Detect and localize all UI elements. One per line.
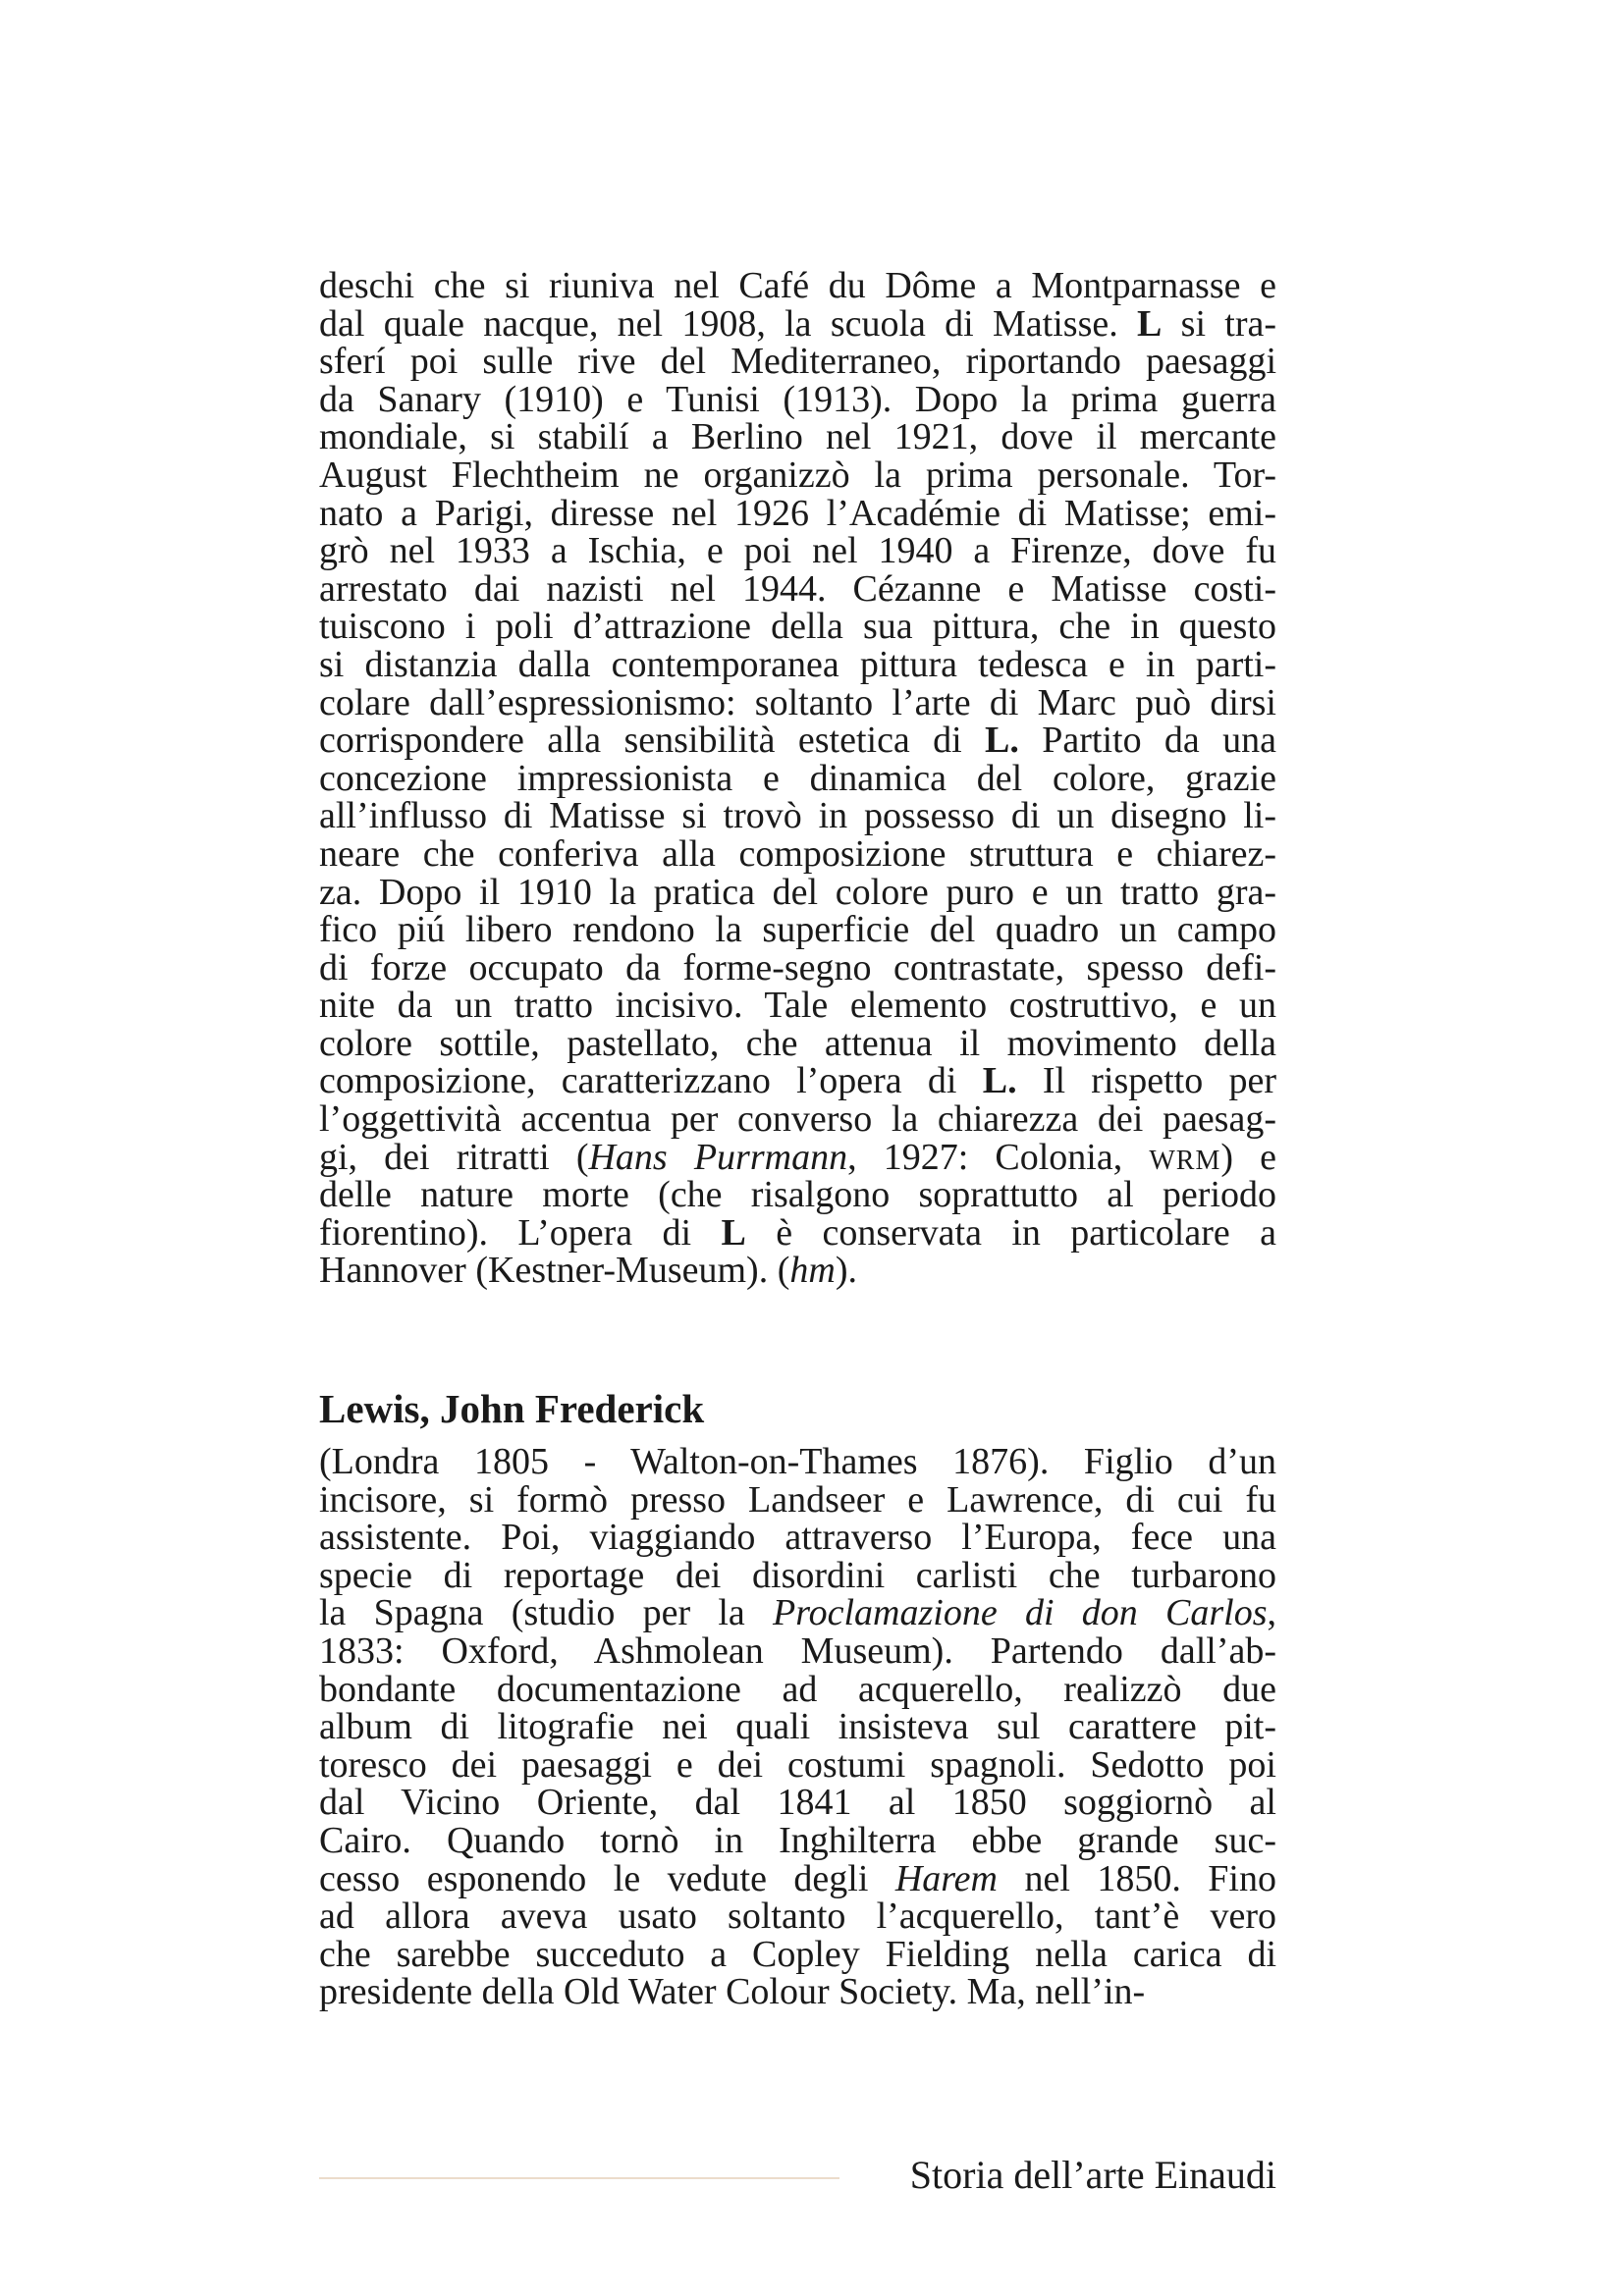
text-line: colare dall’espressionismo: soltanto l’arte di Marc può dirsi xyxy=(319,681,1276,723)
text-line: arrestato dai nazisti nel 1944. Cézanne e Matisse costi- xyxy=(319,567,1276,610)
text-line: presidente della Old Water Colour Society. Ma, nell’in- xyxy=(319,1971,1146,2013)
text-line: August Flechtheim ne organizzò la prima personale. Tor- xyxy=(319,454,1276,496)
text-line: incisore, si formò presso Landseer e Lawrence, di cui fu xyxy=(319,1478,1276,1521)
footer-title: Storia dell’arte Einaudi xyxy=(909,2153,1276,2197)
text-line: da Sanary (1910) e Tunisi (1913). Dopo la prima guerra xyxy=(319,378,1276,420)
text-line: za. Dopo il 1910 la pratica del colore puro e un tratto gra- xyxy=(319,871,1276,913)
text-line: grò nel 1933 a Ischia, e poi nel 1940 a Firenze, dove fu xyxy=(319,530,1276,572)
text-line: assistente. Poi, viaggiando attraverso l’Europa, fece una xyxy=(319,1517,1276,1559)
text-line: concezione impressionista e dinamica del colore, grazie xyxy=(319,757,1276,799)
entry-continuation xyxy=(319,267,1276,1290)
text-line: colore sottile, pastellato, che attenua il movimento della xyxy=(319,1022,1276,1064)
text-line: album di litografie nei quali insisteva sul carattere pit- xyxy=(319,1706,1276,1748)
entry-heading: Lewis, John Frederick xyxy=(319,1386,705,1431)
text-line: ad allora aveva usato soltanto l’acquerello, tant’è vero xyxy=(319,1896,1276,1938)
text-line: fico piú libero rendono la superficie del quadro un campo xyxy=(319,909,1276,951)
text-line: deschi che si riuniva nel Café du Dôme a Montparnasse e xyxy=(319,265,1276,306)
text-line: gi, dei ritratti (Hans Purrmann, 1927: Colonia, WRM) e xyxy=(319,1136,1276,1178)
text-line: tuiscono i poli d’attrazione della sua pittura, che in questo xyxy=(319,606,1276,648)
text-line: all’influsso di Matisse si trovò in possesso di un disegno li- xyxy=(319,795,1276,837)
text-line: fiorentino). L’opera di L è conservata in particolare a xyxy=(319,1211,1277,1254)
text-line: Cairo. Quando tornò in Inghilterra ebbe grande suc- xyxy=(319,1819,1276,1861)
text-line: cesso esponendo le vedute degli Harem nel 1850. Fino xyxy=(319,1857,1276,1899)
text-line: dal quale nacque, nel 1908, la scuola di Matisse. L si tra- xyxy=(319,302,1277,345)
text-line: di forze occupato da forme-segno contrastate, spesso defi- xyxy=(319,946,1276,988)
text-line: neare che conferiva alla composizione struttura e chiarez- xyxy=(319,832,1276,875)
text-line: nite da un tratto incisivo. Tale elemento costruttivo, e un xyxy=(319,985,1276,1027)
text-line: specie di reportage dei disordini carlisti che turbarono xyxy=(319,1554,1276,1596)
text-line: toresco dei paesaggi e dei costumi spagnoli. Sedotto poi xyxy=(319,1743,1276,1786)
text-line: composizione, caratterizzano l’opera di L. Il rispetto per xyxy=(319,1060,1277,1102)
text-line: l’oggettività accentua per converso la chiarezza dei paesag- xyxy=(319,1098,1276,1141)
text-line: che sarebbe succeduto a Copley Fielding nella carica di xyxy=(319,1933,1276,1975)
text-line: sferí poi sulle rive del Mediterraneo, riportando paesaggi xyxy=(319,341,1276,383)
text-line: (Londra 1805 - Walton-on-Thames 1876). Figlio d’un xyxy=(319,1441,1276,1482)
text-line: bondante documentazione ad acquerello, realizzò due xyxy=(319,1668,1276,1710)
text-line: si distanzia dalla contemporanea pittura tedesca e in parti- xyxy=(319,643,1276,685)
entry-lewis-body xyxy=(319,1443,1276,2011)
text-line: Hannover (Kestner-Museum). (hm). xyxy=(319,1250,857,1292)
text-line: la Spagna (studio per la Proclamazione di don Carlos, xyxy=(319,1592,1276,1634)
text-line: delle nature morte (che risalgono soprattutto al periodo xyxy=(319,1174,1276,1216)
text-line: nato a Parigi, diresse nel 1926 l’Académie di Matisse; emi- xyxy=(319,492,1276,534)
text-line: corrispondere alla sensibilità estetica di L. Partito da una xyxy=(319,720,1276,762)
text-line: dal Vicino Oriente, dal 1841 al 1850 soggiornò al xyxy=(319,1782,1276,1824)
text-line: 1833: Oxford, Ashmolean Museum). Partendo dall’ab- xyxy=(319,1629,1276,1672)
footer-rule xyxy=(319,2177,839,2179)
text-line: mondiale, si stabilí a Berlino nel 1921, dove il mercante xyxy=(319,416,1276,458)
